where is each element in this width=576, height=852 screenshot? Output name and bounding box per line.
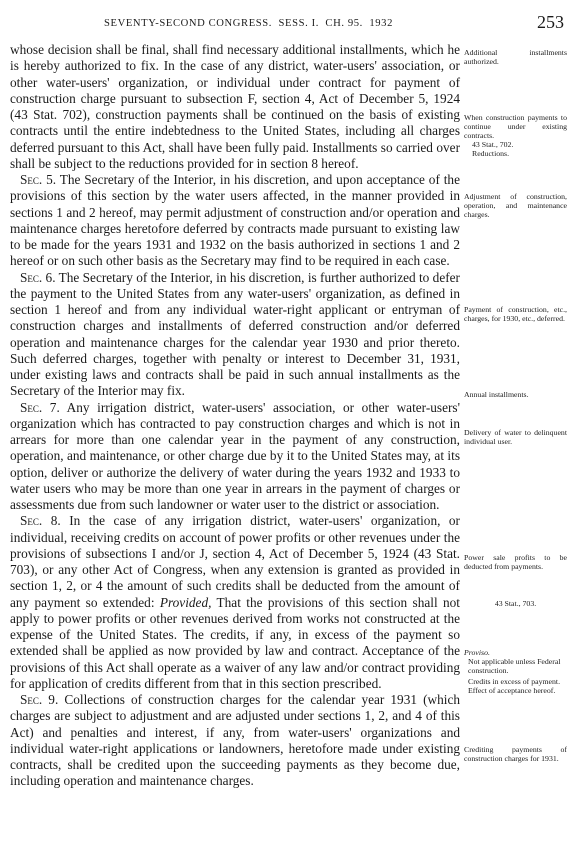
- sidenote-adjustment: Adjustment of construction, operation, and maintenance charges.: [464, 192, 567, 219]
- sidenote-crediting-payments: Crediting payments of construction charges for 1931.: [464, 745, 567, 763]
- section-text: Any irrigation district, water-users' association, or other water-users' organization which has contracted to pay construction charges and which is not in arrears for more than one calendar year in the payment of any construction, operation, and maintenance, or other charge due by it to the United States may, at its option, deliver or authorize the delivery of water during the years 1932 and 1933 to water users who may be more than one year in arrears in the payment of charges or assessments due from such landowner or water user to the district or association.: [10, 399, 460, 512]
- proviso-word: Provided,: [159, 594, 212, 610]
- section-label: Sec. 9.: [20, 692, 59, 707]
- sidenote-proviso: Proviso.: [464, 648, 490, 657]
- sidenote-additional-installments: Additional installments authorized.: [464, 48, 567, 66]
- sidenote-effect-of-acceptance: Effect of acceptance hereof.: [468, 686, 556, 695]
- section-label: Sec. 7.: [20, 399, 60, 415]
- section-text: Collections of construction charges for the calendar year 1931 (which charges are subject to adjustment and are adjusted under sections 1, 2, and 4 of this Act) and penalties and interest, if any, from water-users' organizations and individual water-right applications or landowners, heretofore made under existing contracts, shall be credited upon the succeeding payments as they become due, including operation and maintenance charges.: [10, 692, 460, 789]
- sidenote-credits-excess: Credits in excess of payment.: [468, 677, 561, 686]
- main-text: [10, 42, 460, 790]
- sidenote-proviso-group: [464, 648, 567, 695]
- section-text: The Secretary of the Interior, in his discretion, is further authorized to defer the payment to the United States from any water-users' organization, as defined in section 1 hereof and from any individual water-right applicant or entryman of construction charges and installments of deferred construction and/or deferred operation and maintenance charges for the calendar year 1930 and prior thereto. Such deferred charges, together with penalty or interest to December 31, 1931, under existing laws and contracts shall be paid in such annual installments as the Secretary of the Interior may fix.: [10, 269, 460, 399]
- sidenote-annual-installments: Annual installments.: [464, 390, 529, 399]
- sidenote-delivery-of-water: Delivery of water to delinquent individual user.: [464, 428, 567, 446]
- sidenote-not-applicable: Not applicable unless Federal construction.: [468, 657, 561, 675]
- section-label: Sec. 8.: [20, 513, 61, 529]
- sidenote-payment-deferred: Payment of construction, etc., charges, for 1930, etc., deferred.: [464, 305, 567, 323]
- section-5: [10, 172, 460, 270]
- section-text: The Secretary of the Interior, in his discretion, and upon acceptance of the provisions of this section by the water users affected, in the manner provided in sections 1 and 2 hereof, may permit adjustment of construction and/or operation and maintenance charges heretofore deferred by contracts made pursuant to existing law to be made for the years 1931 and 1932 on the basis authorized in sections 1 and 2 hereof or on such other basis as the Secretary may find to be required in each case.: [10, 172, 460, 269]
- sidenote-reference: Reductions.: [472, 149, 510, 158]
- section-9: [10, 692, 460, 790]
- paragraph-continuation: [10, 42, 460, 172]
- running-head: SEVENTY-SECOND CONGRESS. SESS. I. CH. 95. 1932: [104, 18, 393, 29]
- section-7: [10, 400, 460, 514]
- sidenote-text: When construction payments to continue under existing contracts.: [464, 113, 567, 140]
- sidenote-power-sale-profits: Power sale profits to be deducted from payments.: [464, 553, 567, 571]
- sidenote-citation-703: 43 Stat., 703.: [494, 599, 537, 608]
- sidenote-citation: 43 Stat., 702.: [472, 140, 514, 149]
- page-header: [0, 6, 576, 32]
- section-6: [10, 270, 460, 400]
- section-label: Sec. 5.: [20, 172, 57, 187]
- paragraph-text: whose decision shall be final, shall find necessary additional installments, which he is hereby authorized to fix. In the case of any district, water-users' association, or other water-users' organization, or individual under contract for payment of construction charge pursuant to subsection F, section 4, Act of December 5, 1924 (43 Stat. 702), construction payments shall be continued on the basis of existing contracts until the entire indebtedness to the United States, including all charges deferred pursuant to this Act, shall have been fully paid. Installments so carried over shall be subject to the reductions provided for in section 8 hereof.: [10, 42, 460, 171]
- section-text-continued: That the provisions of this section shall not apply to power profits or other revenues derived from works not constructed at the expense of the United States. The credits, if any, in excess of the payment so extended shall be applied as now provided by law and contract. Acceptance of the provisions of this Act shall operate as a waiver of any law and/or contract providing for application of credits different from that in this section prescribed.: [10, 594, 460, 691]
- sidenote-construction-payments: [464, 113, 567, 158]
- section-text: In the case of any irrigation district, water-users' organization, or individual, receiving credits on account of power profits or other revenues under the provisions of subsections I and/or J, section 4, Act of December 5, 1924 (43 Stat. 703), or any other Act of Congress, when any extension is granted as provided in section 1, 2, or 4 the amount of such credits shall be deducted from the amount of any payment so extended:: [10, 513, 460, 610]
- section-label: Sec. 6.: [20, 269, 56, 285]
- section-8: [10, 513, 460, 692]
- page-number: 253: [537, 12, 564, 32]
